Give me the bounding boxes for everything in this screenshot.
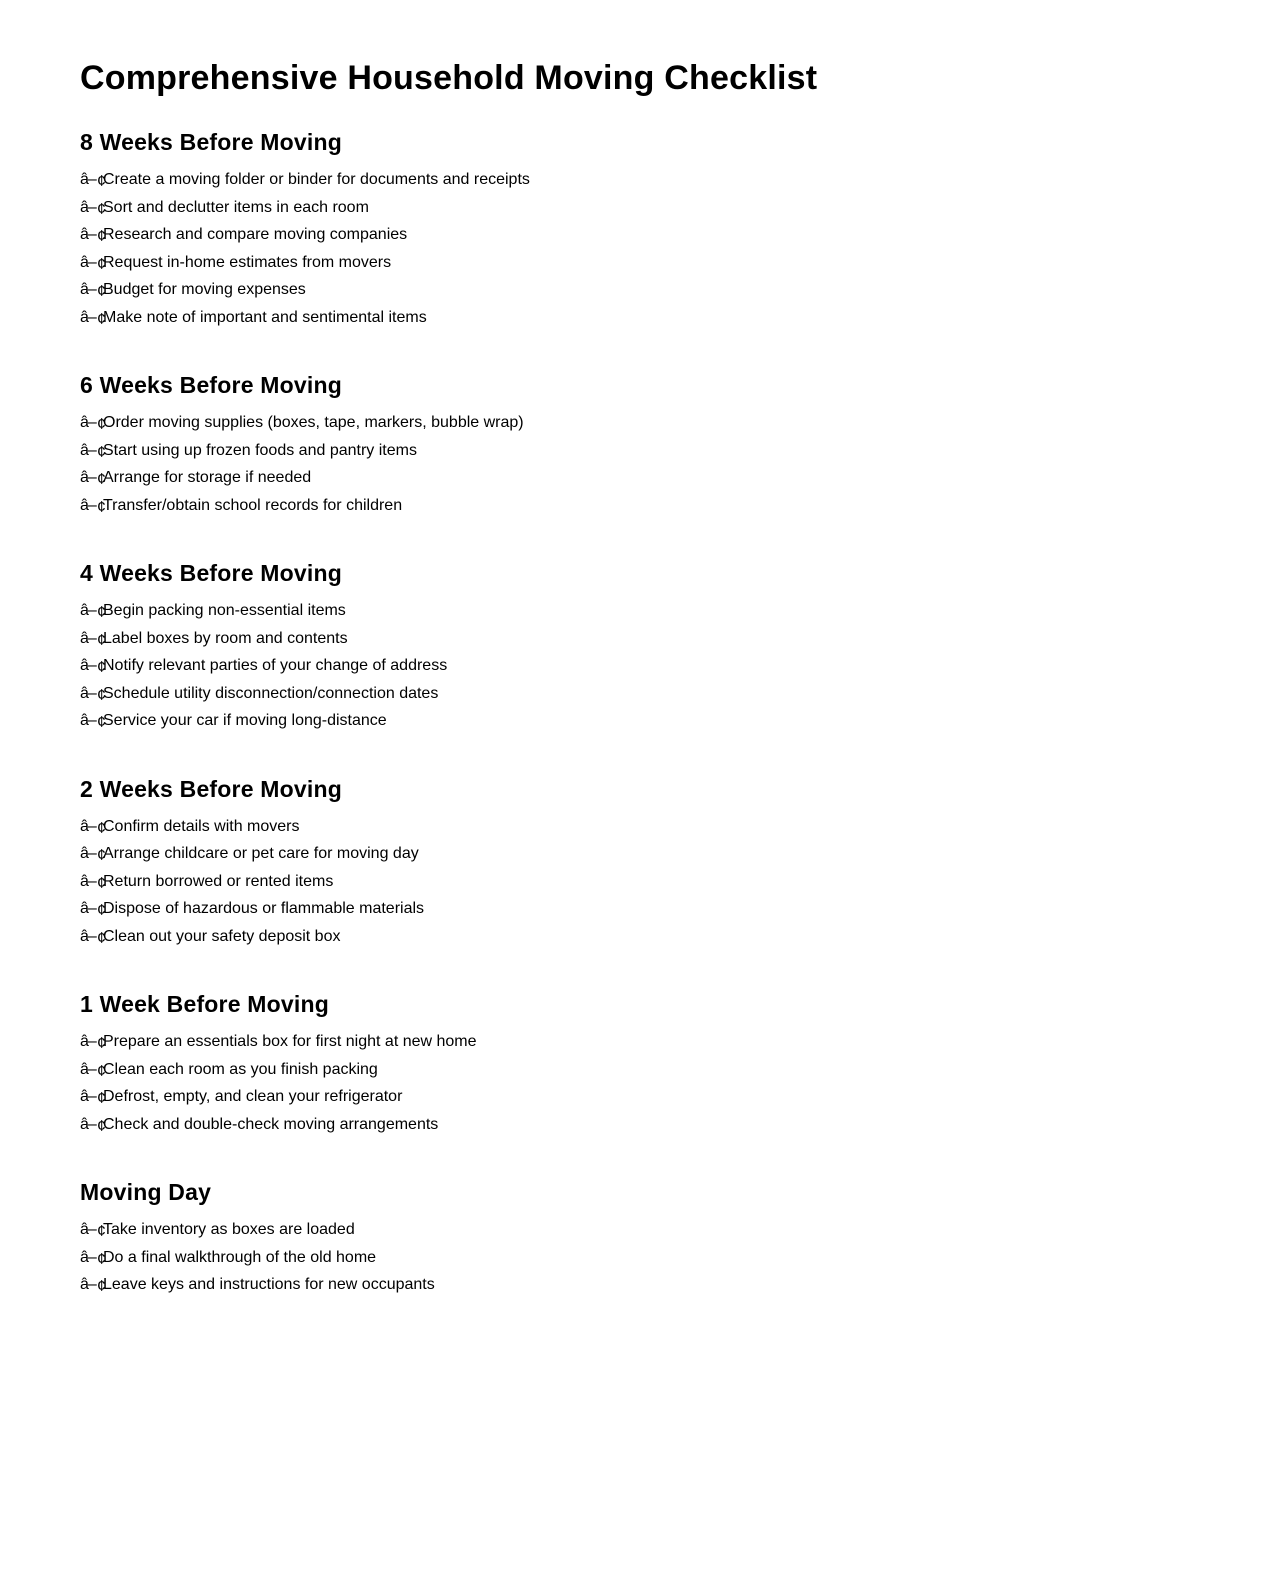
item-label: Request in-home estimates from movers [103, 253, 392, 271]
item-label: Sort and declutter items in each room [103, 198, 369, 216]
checklist [80, 1216, 1180, 1299]
section-heading: 4 Weeks Before Moving [80, 560, 342, 586]
section-4-weeks [80, 559, 1180, 735]
item-label: Dispose of hazardous or flammable materials [103, 900, 425, 917]
checklist-item[interactable] [80, 1216, 1180, 1244]
checkbox-icon[interactable]: â– ¢ [80, 927, 106, 947]
checklist-item[interactable] [80, 840, 1180, 868]
checkbox-icon[interactable]: â– ¢ [80, 414, 106, 433]
checkbox-icon[interactable]: â– ¢ [80, 226, 106, 245]
checkbox-icon[interactable]: â– ¢ [80, 817, 106, 837]
checkbox-icon[interactable]: â– ¢ [80, 872, 106, 892]
item-label: Create a moving folder or binder for documents and receipts [103, 171, 530, 188]
checkbox-icon[interactable]: â– ¢ [80, 171, 106, 190]
section-moving-day [80, 1178, 1180, 1299]
checklist-item[interactable] [80, 1244, 1180, 1272]
item-label: Clean out your safety deposit box [103, 927, 341, 945]
checklist-item[interactable] [80, 464, 1180, 492]
item-label: Leave keys and instructions for new occupants [103, 1276, 435, 1293]
checkbox-icon[interactable]: â– ¢ [80, 657, 106, 676]
section-heading: 2 Weeks Before Moving [80, 775, 342, 802]
checkbox-icon[interactable]: â– ¢ [80, 1060, 106, 1080]
checklist-item[interactable] [80, 166, 1180, 194]
checkbox-icon[interactable]: â– ¢ [80, 629, 106, 649]
checklist-item[interactable] [80, 680, 1180, 708]
checkbox-icon[interactable]: â– ¢ [80, 1248, 106, 1268]
item-label: Transfer/obtain school records for children [103, 496, 403, 514]
checklist-item[interactable] [80, 1056, 1180, 1084]
item-label: Take inventory as boxes are loaded [103, 1221, 355, 1238]
item-label: Prepare an essentials box for first night at new home [103, 1033, 477, 1050]
item-label: Clean each room as you finish packing [103, 1060, 378, 1078]
checkbox-icon[interactable]: â– ¢ [80, 1115, 106, 1135]
section-heading: 6 Weeks Before Moving [80, 372, 342, 398]
item-label: Schedule utility disconnection/connection dates [103, 684, 439, 702]
item-label: Arrange childcare or pet care for moving day [103, 845, 419, 862]
checkbox-icon[interactable]: â– ¢ [80, 602, 106, 621]
item-label: Return borrowed or rented items [103, 872, 334, 890]
item-label: Research and compare moving companies [103, 226, 408, 243]
checkbox-icon[interactable]: â– ¢ [80, 496, 106, 516]
checkbox-icon[interactable]: â– ¢ [80, 441, 106, 461]
checklist-item[interactable] [80, 923, 1180, 951]
checkbox-icon[interactable]: â– ¢ [80, 469, 106, 488]
checklist-item[interactable] [80, 249, 1180, 277]
item-label: Service your car if moving long-distance [103, 712, 387, 729]
checkbox-icon[interactable]: â– ¢ [80, 712, 106, 731]
checkbox-icon[interactable]: â– ¢ [80, 253, 106, 273]
checklist-item[interactable] [80, 1083, 1180, 1111]
section-2-weeks [80, 775, 1180, 951]
checkbox-icon[interactable]: â– ¢ [80, 900, 106, 919]
checklist-item[interactable] [80, 625, 1180, 653]
checkbox-icon[interactable]: â– ¢ [80, 281, 106, 300]
checkbox-icon[interactable]: â– ¢ [80, 198, 106, 218]
checklist-item[interactable] [80, 1271, 1180, 1299]
checklist-item[interactable] [80, 409, 1180, 437]
item-label: Arrange for storage if needed [103, 469, 312, 486]
checklist-item[interactable] [80, 895, 1180, 923]
checklist-item[interactable] [80, 437, 1180, 465]
checklist [80, 409, 1180, 519]
checklist-item[interactable] [80, 597, 1180, 625]
checkbox-icon[interactable]: â– ¢ [80, 1088, 106, 1107]
checklist-item[interactable] [80, 652, 1180, 680]
checkbox-icon[interactable]: â– ¢ [80, 1276, 106, 1295]
section-heading: 8 Weeks Before Moving [80, 129, 342, 155]
section-heading: 1 Week Before Moving [80, 991, 329, 1017]
item-label: Confirm details with movers [103, 817, 300, 835]
checklist [80, 597, 1180, 735]
checklist-item[interactable] [80, 707, 1180, 735]
checklist-item[interactable] [80, 221, 1180, 249]
item-label: Start using up frozen foods and pantry items [103, 441, 417, 459]
item-label: Notify relevant parties of your change of address [103, 657, 448, 674]
section-8-weeks [80, 128, 1180, 331]
page-title: Comprehensive Household Moving Checklist [80, 59, 818, 97]
item-label: Make note of important and sentimental items [103, 308, 427, 326]
checklist-item[interactable] [80, 194, 1180, 222]
item-label: Do a final walkthrough of the old home [103, 1248, 377, 1266]
checklist-item[interactable] [80, 276, 1180, 304]
checkbox-icon[interactable]: â– ¢ [80, 1221, 106, 1240]
item-label: Label boxes by room and contents [103, 629, 348, 647]
item-label: Begin packing non-essential items [103, 602, 346, 619]
item-label: Defrost, empty, and clean your refrigerator [103, 1088, 403, 1105]
checklist-item[interactable] [80, 868, 1180, 896]
checklist-item[interactable] [80, 1028, 1180, 1056]
checklist-item[interactable] [80, 492, 1180, 520]
checklist-item[interactable] [80, 1111, 1180, 1139]
item-label: Budget for moving expenses [103, 281, 306, 298]
checklist [80, 1028, 1180, 1138]
checklist [80, 813, 1180, 951]
checkbox-icon[interactable]: â– ¢ [80, 308, 106, 328]
checkbox-icon[interactable]: â– ¢ [80, 845, 106, 864]
item-label: Order moving supplies (boxes, tape, markers, bubble wrap) [103, 414, 524, 431]
checkbox-icon[interactable]: â– ¢ [80, 1033, 106, 1052]
checklist [80, 166, 1180, 331]
section-1-week [80, 990, 1180, 1138]
checklist-item[interactable] [80, 813, 1180, 841]
section-6-weeks [80, 371, 1180, 519]
checkbox-icon[interactable]: â– ¢ [80, 684, 106, 704]
checklist-item[interactable] [80, 304, 1180, 332]
section-heading: Moving Day [80, 1179, 212, 1205]
checklist-document [80, 0, 1180, 1299]
item-label: Check and double-check moving arrangements [103, 1115, 439, 1133]
